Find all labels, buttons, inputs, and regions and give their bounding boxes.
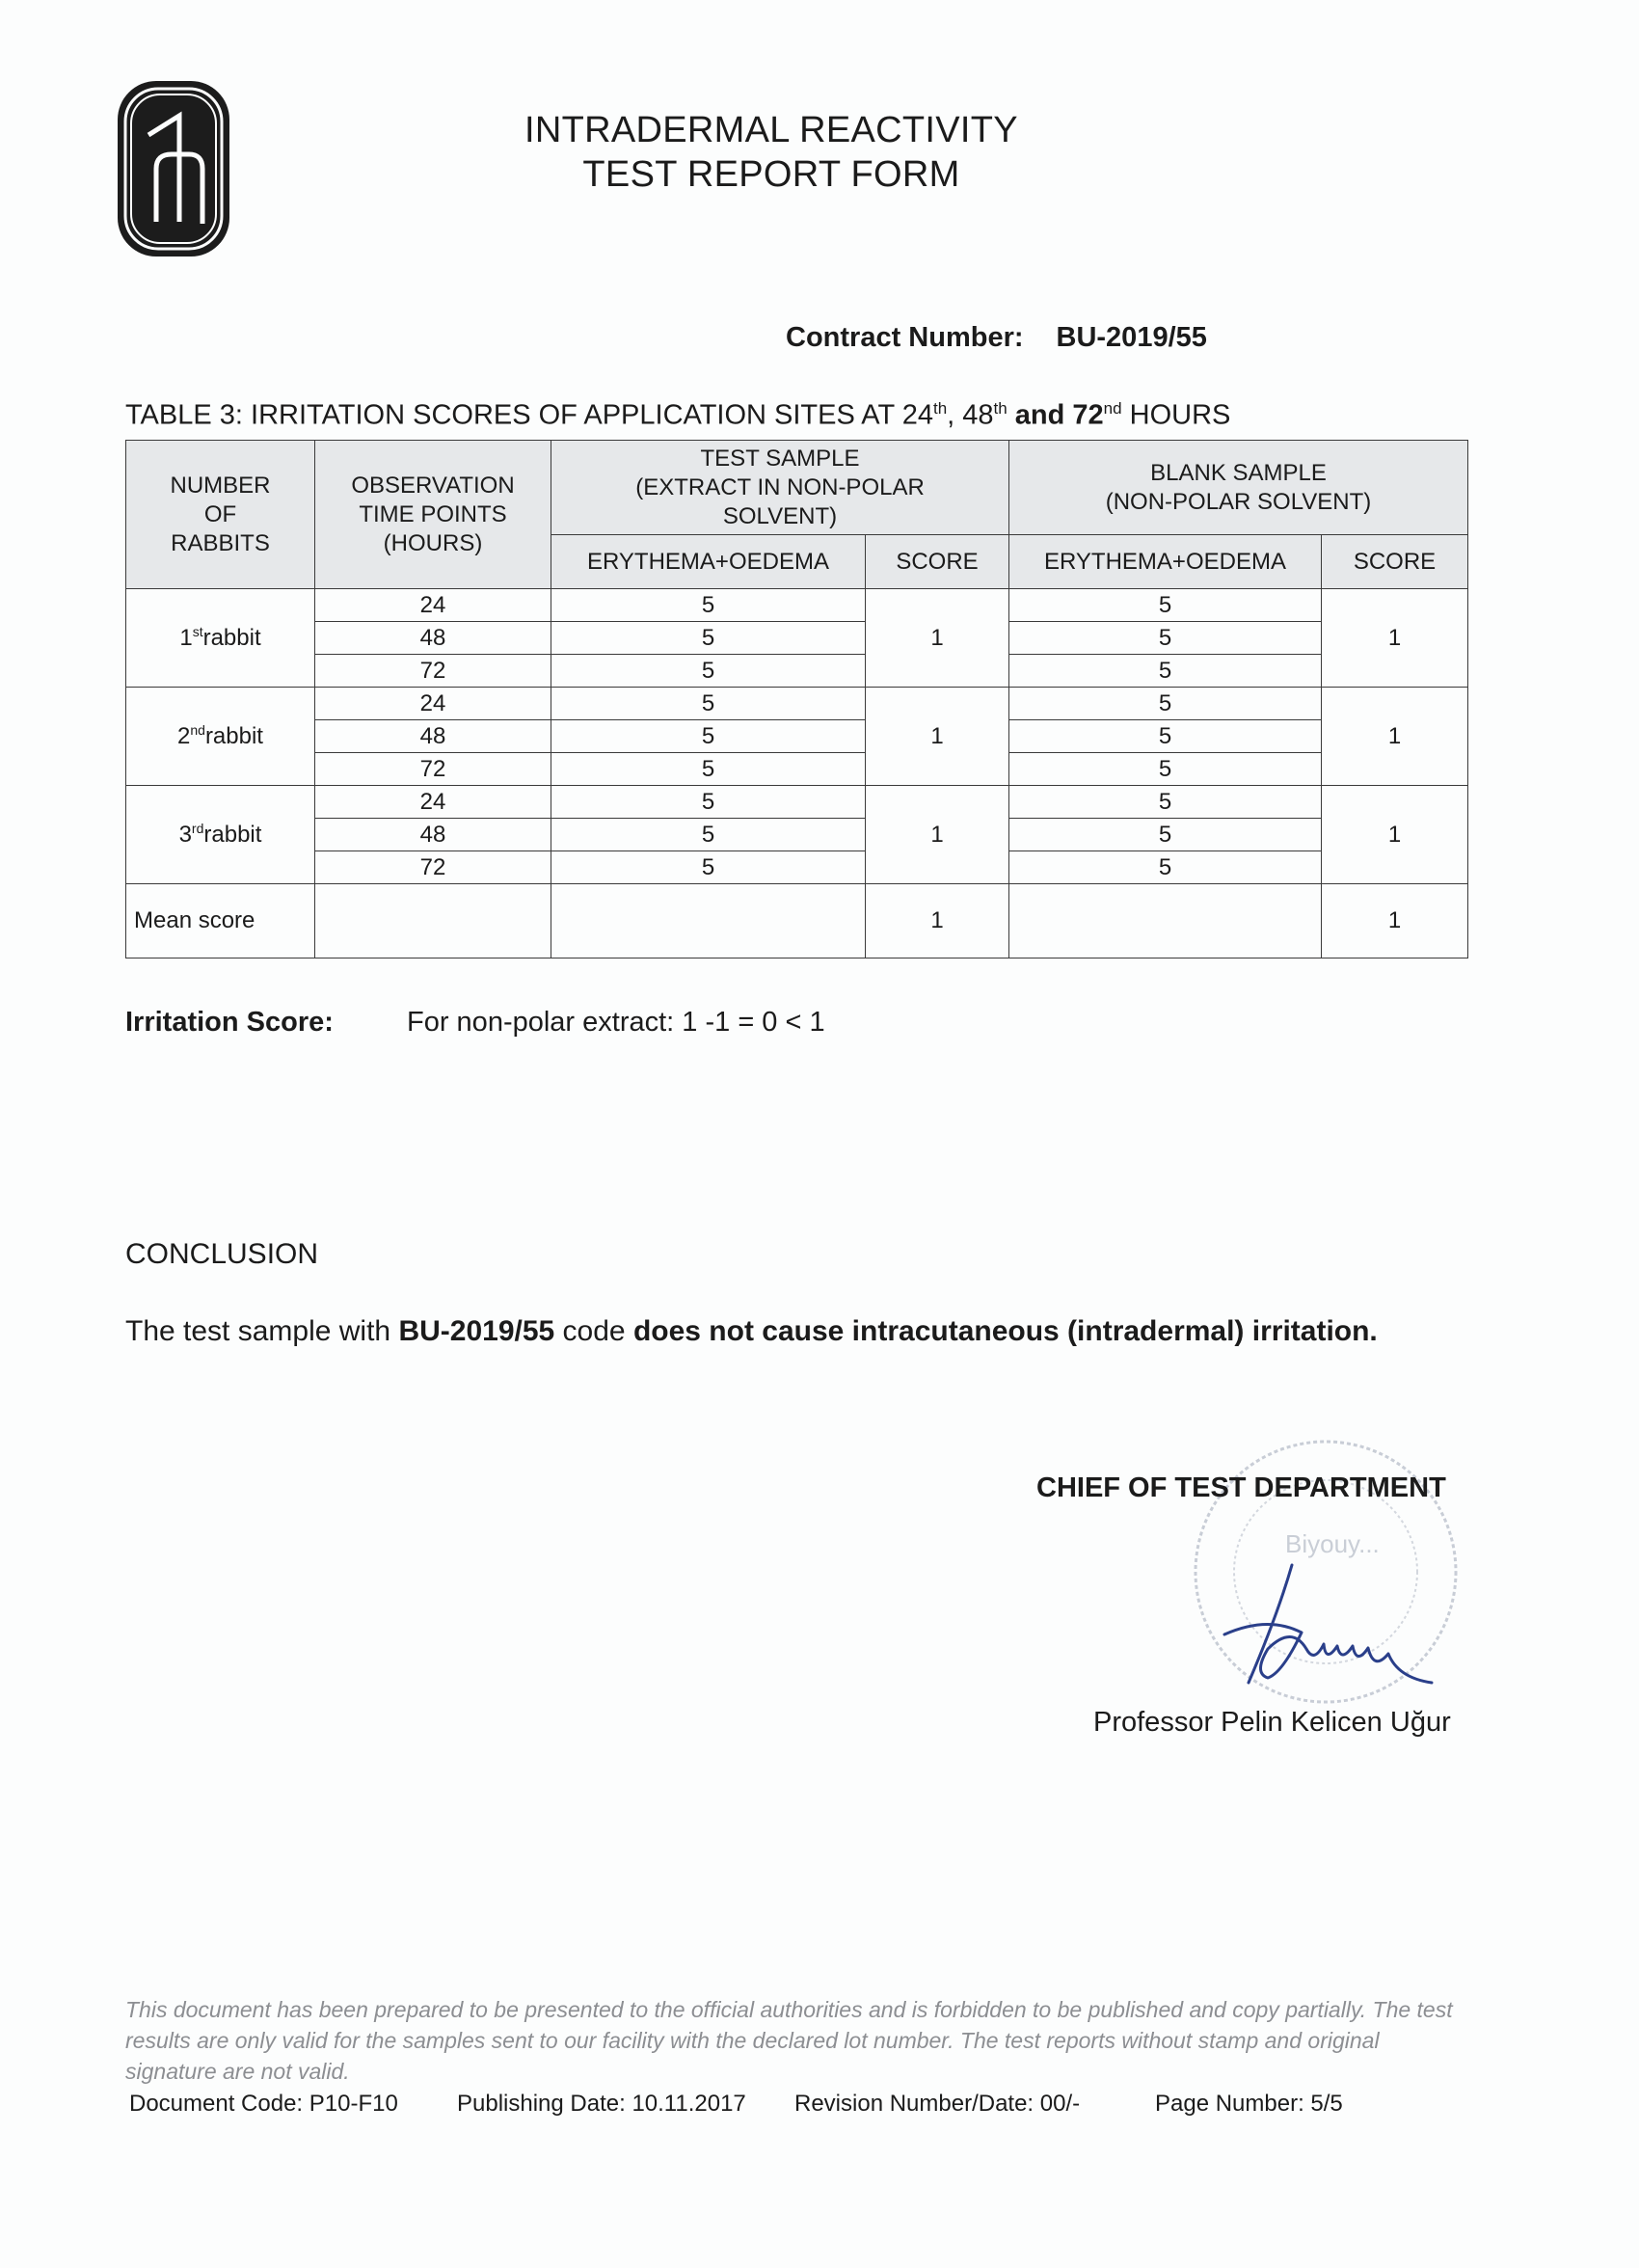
table-row: [126, 589, 1468, 622]
header-line: SOLVENT): [722, 502, 838, 529]
header-blank-sample: [1009, 441, 1468, 535]
hour-cell: 48: [315, 819, 551, 851]
contract-number: [786, 322, 1207, 354]
header-test-score: SCORE: [866, 535, 1009, 589]
header-line: OF: [203, 500, 237, 527]
conclusion-result: does not cause intracutaneous (intradermal) irritation.: [632, 1315, 1378, 1347]
table-row: [126, 819, 1468, 851]
test-score-cell: 1: [866, 786, 1009, 884]
header-line: NUMBER: [170, 472, 271, 499]
rabbit-name: rabbit: [204, 723, 263, 749]
header-line: OBSERVATION: [351, 472, 515, 499]
mean-blank-score: 1: [1322, 884, 1468, 958]
contract-value: BU-2019/55: [1056, 322, 1207, 353]
caption-text: , 48: [947, 399, 994, 431]
conclusion-part: code: [554, 1315, 633, 1347]
caption-sup: th: [993, 399, 1008, 418]
header-number-of-rabbits: [126, 441, 315, 589]
hour-cell: 72: [315, 753, 551, 786]
blank-erythema-cell: 5: [1009, 655, 1322, 688]
conclusion-text: [125, 1315, 1378, 1348]
test-erythema-cell: 5: [551, 589, 866, 622]
hour-cell: 24: [315, 688, 551, 720]
blank-erythema-cell: 5: [1009, 589, 1322, 622]
caption-sup: nd: [1103, 399, 1122, 418]
header-blank-erythema: ERYTHEMA+OEDEMA: [1009, 535, 1322, 589]
rabbit-sup: rd: [191, 821, 204, 836]
caption-text: and 72: [1007, 399, 1104, 431]
page-number: Page Number: 5/5: [1155, 2091, 1343, 2117]
blank-erythema-cell: 5: [1009, 819, 1322, 851]
header-line: (NON-POLAR SOLVENT): [1105, 488, 1372, 515]
hour-cell: 48: [315, 622, 551, 655]
test-erythema-cell: 5: [551, 720, 866, 753]
table-row: [126, 688, 1468, 720]
blank-erythema-cell: 5: [1009, 851, 1322, 884]
document-footer: [129, 2091, 1343, 2118]
mean-score-label: Mean score: [126, 884, 315, 958]
title-line-2: TEST REPORT FORM: [582, 154, 960, 195]
conclusion-code: BU-2019/55: [398, 1315, 555, 1347]
contract-label: Contract Number:: [786, 322, 1024, 353]
test-erythema-cell: 5: [551, 655, 866, 688]
header-line: RABBITS: [171, 529, 270, 556]
chief-of-department: CHIEF OF TEST DEPARTMENT: [1036, 1472, 1446, 1503]
document-code: Document Code: P10-F10: [129, 2091, 398, 2117]
irritation-scores-table: [125, 440, 1468, 958]
caption-sup: th: [932, 399, 948, 418]
table-caption: [125, 399, 1230, 432]
test-erythema-cell: 5: [551, 688, 866, 720]
revision-number: Revision Number/Date: 00/-: [794, 2091, 1081, 2117]
table-row: [126, 720, 1468, 753]
blank-score-cell: 1: [1322, 589, 1468, 688]
hour-cell: 24: [315, 786, 551, 819]
blank-score-cell: 1: [1322, 688, 1468, 786]
test-erythema-cell: 5: [551, 819, 866, 851]
header-blank-score: SCORE: [1322, 535, 1468, 589]
table-row: [126, 786, 1468, 819]
header-line: TIME POINTS: [359, 500, 507, 527]
test-score-cell: 1: [866, 589, 1009, 688]
caption-text: HOURS: [1121, 399, 1231, 431]
blank-erythema-cell: 5: [1009, 753, 1322, 786]
conclusion-heading: CONCLUSION: [125, 1238, 319, 1270]
rabbit-sup: nd: [190, 722, 205, 738]
conclusion-part: The test sample with: [125, 1315, 399, 1347]
irritation-score-text: For non-polar extract: 1 -1 = 0 < 1: [407, 1007, 825, 1038]
rabbit-name: rabbit: [203, 822, 262, 848]
rabbit-label: [126, 589, 315, 688]
empty-cell: [551, 884, 866, 958]
title-line-1: INTRADERMAL REACTIVITY: [524, 110, 1018, 150]
test-erythema-cell: 5: [551, 753, 866, 786]
blank-erythema-cell: 5: [1009, 622, 1322, 655]
table-row: [126, 851, 1468, 884]
table-row: [126, 753, 1468, 786]
test-score-cell: 1: [866, 688, 1009, 786]
header-observation-time: [315, 441, 551, 589]
stamp-text: Biyouy...: [1285, 1529, 1380, 1558]
hour-cell: 72: [315, 655, 551, 688]
rabbit-label: [126, 688, 315, 786]
header-line: BLANK SAMPLE: [1150, 459, 1327, 486]
mean-test-score: 1: [866, 884, 1009, 958]
header-test-erythema: ERYTHEMA+OEDEMA: [551, 535, 866, 589]
rabbit-label: [126, 786, 315, 884]
disclaimer-text: This document has been prepared to be presented to the official authorities and is forbidden to be published and copy partially. The test results are only valid for the samples sent to our facility with the declared lot number. The test reports without stamp and original signature are not valid.: [125, 1997, 1453, 2084]
blank-erythema-cell: 5: [1009, 720, 1322, 753]
page-title: [463, 108, 1080, 197]
header-line: (EXTRACT IN NON-POLAR: [635, 473, 925, 500]
university-logo: [114, 77, 233, 260]
test-erythema-cell: 5: [551, 851, 866, 884]
hour-cell: 48: [315, 720, 551, 753]
blank-erythema-cell: 5: [1009, 786, 1322, 819]
rabbit-num: 3: [178, 822, 192, 848]
blank-erythema-cell: 5: [1009, 688, 1322, 720]
handwritten-signature: [1210, 1557, 1441, 1702]
blank-score-cell: 1: [1322, 786, 1468, 884]
rabbit-name: rabbit: [202, 625, 261, 651]
irritation-score-label: Irritation Score:: [125, 1007, 334, 1038]
signatory-name: Professor Pelin Kelicen Uğur: [1093, 1707, 1451, 1738]
mean-score-row: [126, 884, 1468, 958]
header-line: (HOURS): [383, 529, 483, 556]
test-erythema-cell: 5: [551, 622, 866, 655]
hour-cell: 72: [315, 851, 551, 884]
header-test-sample: [551, 441, 1009, 535]
empty-cell: [315, 884, 551, 958]
test-erythema-cell: 5: [551, 786, 866, 819]
table-row: [126, 622, 1468, 655]
table-row: [126, 655, 1468, 688]
empty-cell: [1009, 884, 1322, 958]
header-line: TEST SAMPLE: [700, 445, 860, 472]
publishing-date: Publishing Date: 10.11.2017: [457, 2091, 746, 2117]
rabbit-num: 1: [179, 625, 193, 651]
hour-cell: 24: [315, 589, 551, 622]
caption-text: TABLE 3: IRRITATION SCORES OF APPLICATION SITES AT 24: [125, 399, 933, 431]
rabbit-sup: st: [192, 624, 203, 639]
rabbit-num: 2: [177, 723, 191, 749]
